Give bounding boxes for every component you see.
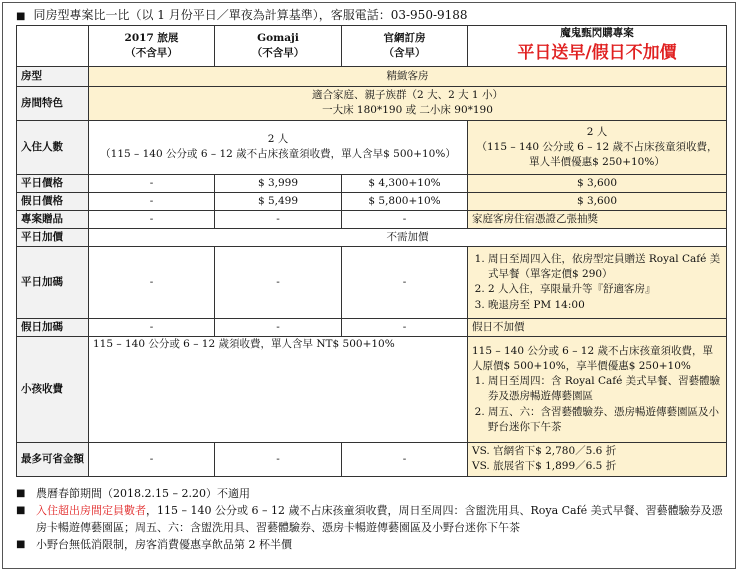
list-item: 2. 2 人入住，享限量升等『舒適客房』 xyxy=(488,282,722,297)
note-text: 小野台無低消限制，房客消費優惠享飲品第 2 杯半價 xyxy=(36,538,292,551)
title-bullet: ■ xyxy=(16,11,26,22)
weekday-bonus-special xyxy=(468,246,727,318)
label-occupancy: 入住人數 xyxy=(17,120,89,174)
holiday-bonus-special: 假日不加價 xyxy=(468,318,727,336)
note-highlight: 入住超出房間定員數者 xyxy=(36,504,146,517)
holiday-bonus-cell: - xyxy=(342,318,468,336)
holiday-price-cell: $ 5,499 xyxy=(215,192,342,210)
label-room-feature: 房間特色 xyxy=(17,86,89,120)
weekday-bonus-cell: - xyxy=(342,246,468,318)
note-item xyxy=(16,536,728,553)
weekday-bonus-cell: - xyxy=(215,246,342,318)
label-holiday-price: 假日價格 xyxy=(17,192,89,210)
row-holiday-bonus xyxy=(17,318,727,336)
flash-sale-slogan: 平日送早/假日不加價 xyxy=(517,43,677,64)
label-child-fee: 小孩收費 xyxy=(17,336,89,442)
weekday-price-cell: $ 4,300+10% xyxy=(342,174,468,192)
label-weekday-price: 平日價格 xyxy=(17,174,89,192)
weekday-bonus-cell: - xyxy=(89,246,215,318)
child-fee-common: 115 – 140 公分或 6 – 12 歲須收費，單人含早 NT$ 500+10% xyxy=(89,336,468,442)
header-flash-sale: 魔鬼甄閃購專案 平日送早/假日不加價 xyxy=(468,26,727,67)
note-bullet: ■ xyxy=(16,539,26,550)
row-weekday-price xyxy=(17,174,727,192)
row-max-saving xyxy=(17,442,727,476)
row-weekday-addon xyxy=(17,228,727,246)
title-text: 同房型專案比一比（以 1 月份平日／單夜為計算基準），客服電話：03-950-9188 xyxy=(33,8,468,22)
holiday-price-cell: - xyxy=(89,192,215,210)
gift-cell: - xyxy=(89,210,215,228)
holiday-bonus-cell: - xyxy=(89,318,215,336)
holiday-price-cell: $ 5,800+10% xyxy=(342,192,468,210)
label-holiday-bonus: 假日加碼 xyxy=(17,318,89,336)
occupancy-common: 2 人 （115 – 140 公分或 6 – 12 歲不占床孩童須收費，單人含早$ 500+10%） xyxy=(89,120,468,174)
header-gomaji: Gomaji （不含早） xyxy=(215,26,342,67)
header-corner xyxy=(17,26,89,67)
weekday-price-special: $ 3,600 xyxy=(468,174,727,192)
max-saving-cell: - xyxy=(215,442,342,476)
row-holiday-price xyxy=(17,192,727,210)
list-item: 3. 晚退房至 PM 14:00 xyxy=(488,298,722,313)
gift-cell: - xyxy=(215,210,342,228)
note-bullet: ■ xyxy=(16,505,26,516)
row-gift xyxy=(17,210,727,228)
max-saving-cell: - xyxy=(342,442,468,476)
note-text: 農曆春節期間（2018.2.15 – 2.20）不適用 xyxy=(36,487,250,500)
label-room-type: 房型 xyxy=(17,66,89,86)
header-travel-fair: 2017 旅展 （不含早） xyxy=(89,26,215,67)
label-gift: 專案贈品 xyxy=(17,210,89,228)
list-item: 1. 周日至周四：含 Royal Café 美式早餐、習藝體驗券及憑房暢遊傳藝園區 xyxy=(488,374,722,404)
list-item: 1. 周日至周四入住，依房型定員贈送 Royal Café 美式早餐（單客定價$ 290） xyxy=(488,252,722,282)
occupancy-special: 2 人 （115 – 140 公分或 6 – 12 歲不占床孩童須收費，單人半價優惠$ 250+10%） xyxy=(468,120,727,174)
room-type-value: 精緻客房 xyxy=(89,66,727,86)
label-max-saving: 最多可省金額 xyxy=(17,442,89,476)
max-saving-special: VS. 官網省下$ 2,780／5.6 折 VS. 旅展省下$ 1,899／6.5 折 xyxy=(468,442,727,476)
weekday-price-cell: $ 3,999 xyxy=(215,174,342,192)
row-room-type xyxy=(17,66,727,86)
row-occupancy xyxy=(17,120,727,174)
note-bullet: ■ xyxy=(16,488,26,499)
gift-cell: - xyxy=(342,210,468,228)
comparison-table xyxy=(16,25,727,477)
gift-special: 家庭客房住宿憑證乙張抽獎 xyxy=(468,210,727,228)
label-weekday-bonus: 平日加碼 xyxy=(17,246,89,318)
note-item xyxy=(16,502,728,536)
child-fee-special: 115 – 140 公分或 6 – 12 歲不占床孩童須收費，單人原價$ 500+10%，享半價優惠$ 250+10% 1. 周日至周四：含 Royal Café 美式早餐、習藝體驗券及憑房暢遊傳藝園區 2. 周五、六：含習藝體驗券、憑房暢遊傳藝園區及小野台迷你下午茶 xyxy=(468,336,727,442)
page-title xyxy=(16,6,468,23)
label-weekday-addon: 平日加價 xyxy=(17,228,89,246)
list-item: 2. 周五、六：含習藝體驗券、憑房暢遊傳藝園區及小野台迷你下午茶 xyxy=(488,405,722,435)
holiday-price-special: $ 3,600 xyxy=(468,192,727,210)
note-text: 入住超出房間定員數者，115 – 140 公分或 6 – 12 歲不占床孩童須收費，周日至周四：含盥洗用具、Roya Café 美式早餐、習藝體驗券及憑房卡暢遊傳藝園區；周五、六：含盥洗用具、習藝體驗券、憑房卡暢遊傳藝園區及小野台迷你下午茶 xyxy=(36,504,723,534)
row-room-feature xyxy=(17,86,727,120)
header-row xyxy=(17,26,727,67)
weekday-price-cell: - xyxy=(89,174,215,192)
max-saving-cell: - xyxy=(89,442,215,476)
notes-section xyxy=(16,485,728,553)
weekday-addon-value: 不需加價 xyxy=(89,228,727,246)
room-feature-value: 適合家庭、親子族群（2 大、2 大 1 小） 一大床 180*190 或 二小床 90*190 xyxy=(89,86,727,120)
holiday-bonus-cell: - xyxy=(215,318,342,336)
row-weekday-bonus xyxy=(17,246,727,318)
header-official: 官網訂房 （含早） xyxy=(342,26,468,67)
note-item xyxy=(16,485,728,502)
row-child-fee xyxy=(17,336,727,442)
